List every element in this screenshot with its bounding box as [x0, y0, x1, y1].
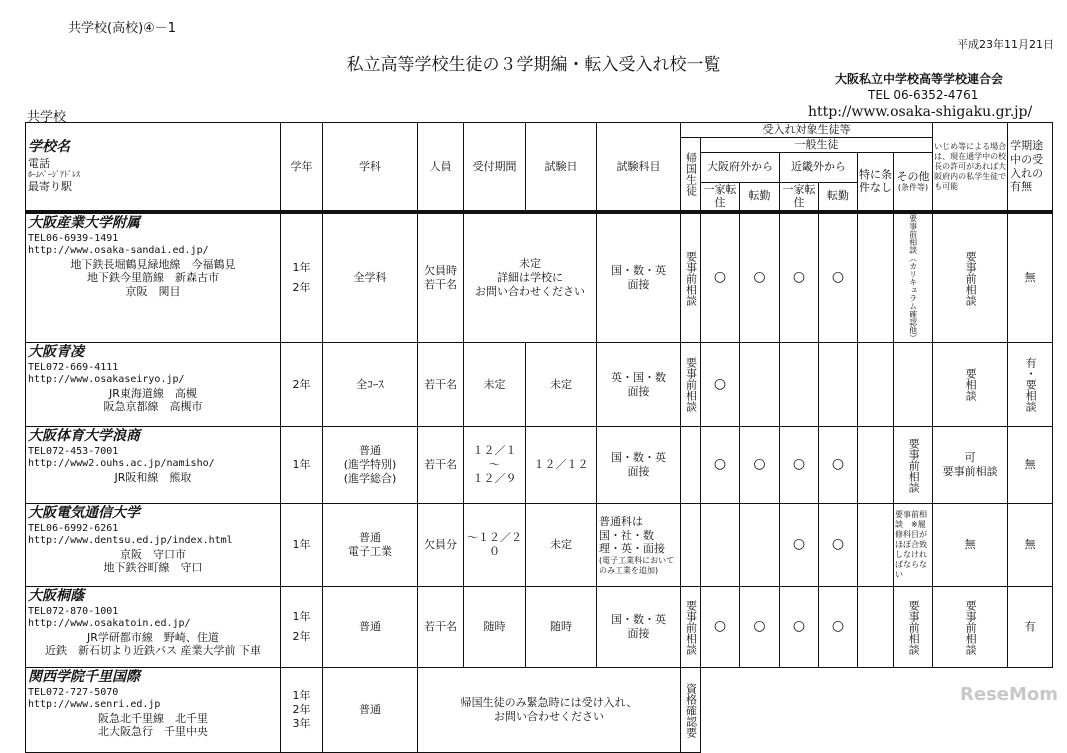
exam-date-cell: 未定	[526, 504, 597, 587]
header-kinki-family: 一家転住	[780, 182, 819, 212]
capacity-cell: 欠員分	[418, 504, 464, 587]
document-id: 共学校(高校)④－1	[68, 21, 177, 36]
table-row	[26, 212, 1053, 343]
table-row	[26, 587, 1053, 668]
other-cell	[894, 427, 933, 504]
header-station: 最寄り駅	[28, 180, 72, 194]
kinki-transfer-cell: ○	[819, 212, 858, 343]
midterm-cell-text: 有・要相談	[1024, 357, 1038, 412]
subjects-cell: 国・数・英 面接	[597, 212, 681, 343]
returnee-cell-text: 要事前相談	[684, 599, 698, 655]
grade: 1年	[292, 610, 311, 624]
dept-cell: 普通 (進学特別) (進学総合)	[323, 427, 418, 504]
returnee-cell	[681, 587, 701, 668]
bullying-cell: 可 要事前相談	[933, 427, 1008, 504]
header-school	[26, 123, 281, 213]
nearest-station: 阪急京都線 高槻市	[103, 400, 203, 414]
school-tel: TEL06-6939-1491	[28, 232, 119, 244]
kinki-family-cell	[780, 343, 819, 427]
nearest-station: 地下鉄今里筋線 新森古市	[87, 271, 219, 285]
grade-cell	[281, 668, 323, 753]
header-midterm: 学期途中の受入れの有無	[1008, 123, 1053, 213]
midterm-cell: 無	[1008, 504, 1053, 587]
subjects-cell	[597, 504, 681, 587]
grade-cell	[281, 427, 323, 504]
header-osaka-transfer: 転勤	[740, 182, 780, 212]
category-label: 共学校	[27, 110, 67, 125]
header-subjects: 試験科目	[597, 123, 681, 213]
grade: 2年	[292, 377, 311, 391]
grade-cell	[281, 504, 323, 587]
blank-area	[701, 668, 1053, 753]
returnee-cell	[681, 212, 701, 343]
header-outside-kinki: 近畿外から	[780, 152, 858, 182]
bullying-cell: 無	[933, 504, 1008, 587]
nearest-station: 阪急北千里線 北千里	[98, 711, 208, 725]
no-condition-cell	[858, 504, 894, 587]
osaka-family-cell: ○	[701, 343, 740, 427]
dept-cell: 全ｺｰｽ	[323, 343, 418, 427]
header-period: 受付期間	[464, 123, 526, 213]
returnee-cell	[681, 343, 701, 427]
bullying-cell	[933, 212, 1008, 343]
returnee-cell	[681, 504, 701, 587]
table-row	[26, 427, 1053, 504]
school-table	[25, 122, 1053, 753]
exam-date-cell: １２／１２	[526, 427, 597, 504]
nearest-station: 近鉄 新石切より近鉄バス 産業大学前 下車	[45, 644, 261, 658]
header-target: 受入れ対象生徒等	[681, 123, 933, 138]
school-cell	[26, 212, 281, 343]
nearest-station: 地下鉄長堀鶴見緑地線 今福鶴見	[70, 257, 236, 271]
osaka-family-cell	[701, 504, 740, 587]
school-url-link[interactable]: http://www.osakatoin.ed.jp/	[28, 618, 191, 629]
school-url-link[interactable]: http://www.osaka-sandai.ed.jp/	[28, 245, 209, 256]
osaka-transfer-cell: ○	[740, 212, 780, 343]
table-row	[26, 668, 1053, 753]
grade: 3年	[292, 716, 311, 730]
school-cell	[26, 668, 281, 753]
bullying-cell-text: 要事前相談	[964, 599, 978, 655]
header-bullying: いじめ等による場合は、現在通学中の校長の許可があれば大阪府内の私学生徒でも可能	[933, 123, 1008, 213]
kinki-transfer-cell: ○	[819, 504, 858, 587]
nearest-station: JR学研都市線 野崎、住道	[87, 630, 219, 644]
header-outside-osaka: 大阪府外から	[701, 152, 780, 182]
grade: 1年	[292, 261, 311, 275]
dept-cell: 普通	[323, 668, 418, 753]
dept-cell: 普通	[323, 587, 418, 668]
header-homepage: ﾎｰﾑﾍﾟｰｼﾞｱﾄﾞﾚｽ	[28, 170, 80, 180]
kinki-family-cell: ○	[780, 504, 819, 587]
header-no-condition: 特に条件なし	[858, 152, 894, 212]
school-url-link[interactable]: http://www.senri.ed.jp	[28, 699, 161, 710]
period-cell: 未定	[464, 343, 526, 427]
other-cell	[894, 343, 933, 427]
school-cell	[26, 343, 281, 427]
header-returnee-text: 帰国生徒	[684, 151, 698, 196]
document-date: 平成23年11月21日	[957, 38, 1054, 51]
period-cell: １２／１ ～ １２／９	[464, 427, 526, 504]
returnee-cell	[681, 668, 701, 753]
school-tel: TEL06-6992-6261	[28, 522, 119, 534]
midterm-cell	[1008, 343, 1053, 427]
grade: 1年	[292, 538, 311, 552]
nearest-station: 京阪 関目	[125, 285, 181, 298]
other-cell-text: 要事前相談	[907, 437, 921, 493]
header-capacity: 人員	[418, 123, 464, 213]
grade-cell	[281, 587, 323, 668]
period-cell: ～１２／２０	[464, 504, 526, 587]
school-tel: TEL072-870-1001	[28, 605, 119, 617]
bullying-cell	[933, 343, 1008, 427]
grade-cell	[281, 212, 323, 343]
osaka-transfer-cell	[740, 343, 780, 427]
school-cell	[26, 587, 281, 668]
other-cell	[894, 212, 933, 343]
school-cell	[26, 504, 281, 587]
bullying-cell-text: 要相談	[964, 368, 978, 401]
school-name: 大阪青凌	[28, 344, 84, 360]
kinki-transfer-cell	[819, 343, 858, 427]
exam-date-cell: 未定	[526, 343, 597, 427]
subjects-cell: 国・数・英 面接	[597, 587, 681, 668]
nearest-station: 北大阪急行 千里中央	[98, 725, 208, 739]
other-cell-text: 要事前相談	[907, 599, 921, 655]
bullying-cell-text: 要事前相談	[964, 250, 978, 306]
school-tel: TEL072-727-5070	[28, 686, 119, 698]
exam-date-cell: 随時	[526, 587, 597, 668]
osaka-family-cell: ○	[701, 427, 740, 504]
grade-cell	[281, 343, 323, 427]
midterm-cell: 有	[1008, 587, 1053, 668]
grade: 1年	[292, 689, 311, 703]
watermark-logo: ReseMom	[960, 684, 1059, 705]
school-name: 大阪体育大学浪商	[28, 428, 140, 444]
subjects-note: (電子工業科においてのみ工業を追加)	[599, 556, 675, 575]
table-row	[26, 504, 1053, 587]
header-general: 一般生徒	[701, 137, 933, 152]
header-kinki-transfer: 転勤	[819, 182, 858, 212]
capacity-cell: 若干名	[418, 427, 464, 504]
subjects-cell: 国・数・英 面接	[597, 427, 681, 504]
dept-cell: 全学科	[323, 212, 418, 343]
other-cell-text: 要事前相談（カリキュラム確認他）	[908, 214, 918, 342]
school-name: 関西学院千里国際	[28, 669, 140, 685]
midterm-cell: 無	[1008, 427, 1053, 504]
other-cell: 要事前相談 ※履修科目がほぼ合致しなければならない	[894, 504, 933, 587]
bullying-cell	[933, 587, 1008, 668]
dept-cell: 普通 電子工業	[323, 504, 418, 587]
no-condition-cell	[858, 343, 894, 427]
midterm-cell: 無	[1008, 212, 1053, 343]
header-other-text: その他	[896, 169, 930, 183]
osaka-transfer-cell	[740, 504, 780, 587]
kinki-transfer-cell: ○	[819, 587, 858, 668]
kinki-family-cell: ○	[780, 212, 819, 343]
school-url-link[interactable]: http://www2.ouhs.ac.jp/namisho/	[28, 458, 215, 469]
header-returnee	[681, 137, 701, 212]
grade: 2年	[292, 630, 311, 643]
header-school-name: 学校名	[28, 139, 70, 155]
organization-tel: TEL 06-6352-4761	[868, 88, 979, 102]
grade: 2年	[292, 703, 311, 717]
table-row	[26, 343, 1053, 427]
school-tel: TEL072-453-7001	[28, 445, 119, 457]
no-condition-cell	[858, 587, 894, 668]
nearest-station: 京阪 守口市	[120, 547, 186, 561]
school-tel: TEL072-669-4111	[28, 361, 119, 373]
period-cell: 随時	[464, 587, 526, 668]
other-cell	[894, 587, 933, 668]
grade: 1年	[292, 458, 311, 472]
header-dept: 学科	[323, 123, 418, 213]
header-exam-date: 試験日	[526, 123, 597, 213]
kinki-transfer-cell: ○	[819, 427, 858, 504]
header-other	[894, 152, 933, 212]
subjects-text: 普通科は 国・社・数 理・英・面接	[599, 514, 665, 556]
school-name: 大阪電気通信大学	[28, 505, 140, 521]
returnee-cell	[681, 427, 701, 504]
nearest-station: JR東海道線 高槻	[109, 386, 197, 400]
organization-name: 大阪私立中学校高等学校連合会	[835, 72, 1004, 86]
returnee-cell-text: 要事前相談	[684, 250, 698, 306]
nearest-station: JR阪和線 熊取	[114, 470, 192, 484]
notice-cell: 帰国生徒のみ緊急時には受け入れ、 お問い合わせください	[418, 668, 681, 753]
school-url-link[interactable]: http://www.dentsu.ed.jp/index.html	[28, 535, 233, 546]
osaka-transfer-cell: ○	[740, 427, 780, 504]
nearest-station: 地下鉄谷町線 守口	[103, 561, 203, 575]
header-grade: 学年	[281, 123, 323, 213]
returnee-cell-text: 資格確認要	[684, 682, 698, 738]
page-title: 私立高等学校生徒の３学期編・転入受入れ校一覧	[346, 55, 721, 75]
school-cell	[26, 427, 281, 504]
kinki-family-cell: ○	[780, 587, 819, 668]
school-name: 大阪産業大学附属	[28, 215, 140, 231]
subjects-cell: 英・国・数 面接	[597, 343, 681, 427]
organization-url-link[interactable]: http://www.osaka-shigaku.gr.jp/	[808, 104, 1033, 120]
osaka-family-cell: ○	[701, 587, 740, 668]
osaka-family-cell: ○	[701, 212, 740, 343]
kinki-family-cell: ○	[780, 427, 819, 504]
school-name: 大阪桐蔭	[28, 588, 84, 604]
header-osaka-family: 一家転住	[701, 182, 740, 212]
no-condition-cell	[858, 212, 894, 343]
header-other-note: (条件等)	[897, 183, 929, 193]
period-cell: 未定 詳細は学校に お問い合わせください	[464, 212, 597, 343]
osaka-transfer-cell: ○	[740, 587, 780, 668]
grade: 2年	[292, 281, 311, 294]
returnee-cell-text: 要事前相談	[684, 357, 698, 412]
school-url-link[interactable]: http://www.osakaseiryo.jp/	[28, 374, 185, 385]
capacity-cell: 若干名	[418, 587, 464, 668]
capacity-cell: 若干名	[418, 343, 464, 427]
capacity-cell: 欠員時 若干名	[418, 212, 464, 343]
no-condition-cell	[858, 427, 894, 504]
header-phone: 電話	[28, 156, 50, 170]
